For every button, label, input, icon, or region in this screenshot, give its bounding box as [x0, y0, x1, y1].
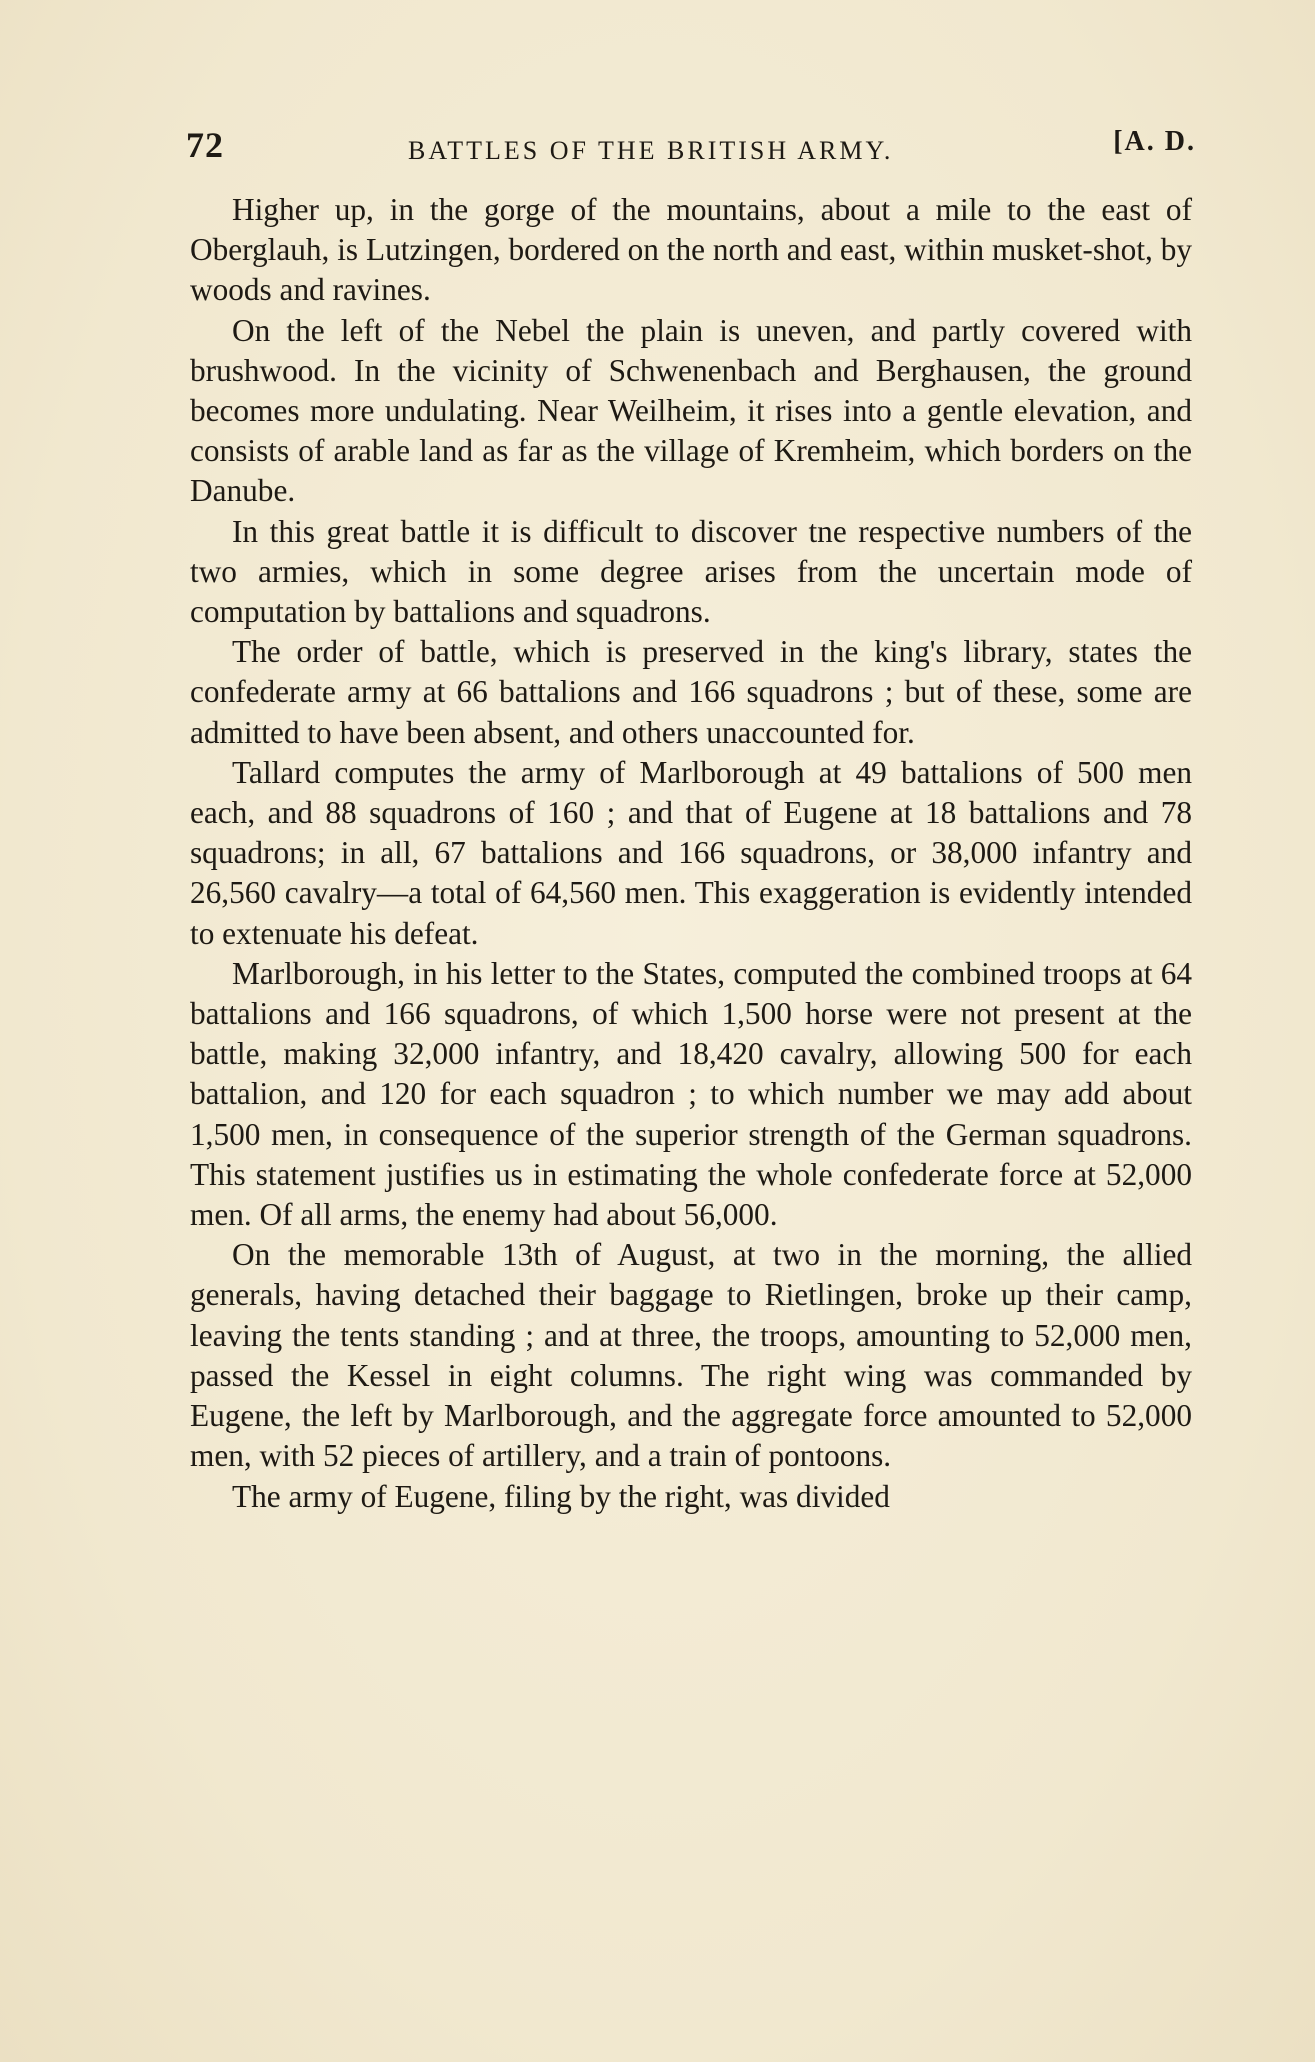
- paragraph-3: In this great battle it is difficult to discover tne respective numbers of the two armies, which in some degree arises from the uncertain mode of computation by battalions and squadrons.: [190, 513, 1192, 630]
- date-bracket: [A. D.: [1113, 126, 1196, 157]
- running-title: BATTLES OF THE BRITISH ARMY.: [408, 136, 894, 165]
- page-number: 72: [186, 125, 224, 165]
- body-text: [190, 190, 1192, 1517]
- paragraph-2: On the left of the Nebel the plain is uneven, and partly covered with brushwood. In the vicinity of Schwenenbach and Berghausen, the ground becomes more undulating. Near Weilheim, it rises into a gentle elevation, and consists of arable land as far as the village of Kremheim, which borders on the Danube.: [190, 312, 1192, 509]
- paragraph-7: On the memorable 13th of August, at two in the morning, the allied generals, having detached their baggage to Rietlingen, broke up their camp, leaving the tents standing ; and at three, the troops, amounting to 52,000 men, passed the Kessel in eight columns. The right wing was commanded by Eugene, the left by Marlborough, and the aggregate force amounted to 52,000 men, with 52 pieces of artillery, and a train of pontoons.: [190, 1237, 1192, 1474]
- paragraph-8: The army of Eugene, filing by the right, was divided: [232, 1478, 890, 1514]
- paragraph-4: The order of battle, which is preserved in the king's library, states the confederate army at 66 battalions and 166 squadrons ; but of these, some are admitted to have been absent, and others unaccounted for.: [190, 634, 1192, 750]
- paragraph-6: Marlborough, in his letter to the States, computed the combined troops at 64 battalions and 166 squadrons, of which 1,500 horse were not present at the battle, making 32,000 infantry, and 18,420 cavalry, allowing 500 for each battalion, and 120 for each squadron ; to which number we may add about 1,500 men, in consequence of the superior strength of the German squadrons. This statement justifies us in estimating the whole confederate force at 52,000 men. Of all arms, the enemy had about 56,000.: [190, 955, 1192, 1233]
- paragraph-1: Higher up, in the gorge of the mountains, about a mile to the east of Oberglauh, is Lutzingen, bordered on the north and east, within musket-shot, by woods and ravines.: [190, 192, 1192, 308]
- paragraph-5: Tallard computes the army of Marlborough at 49 battalions of 500 men each, and 88 squadrons of 160 ; and that of Eugene at 18 battalions and 78 squadrons; in all, 67 battalions and 166 squadrons, or 38,000 infantry and 26,560 cavalry—a total of 64,560 men. This exaggeration is evidently intended to extenuate his defeat.: [190, 754, 1192, 951]
- running-header: [186, 124, 1196, 174]
